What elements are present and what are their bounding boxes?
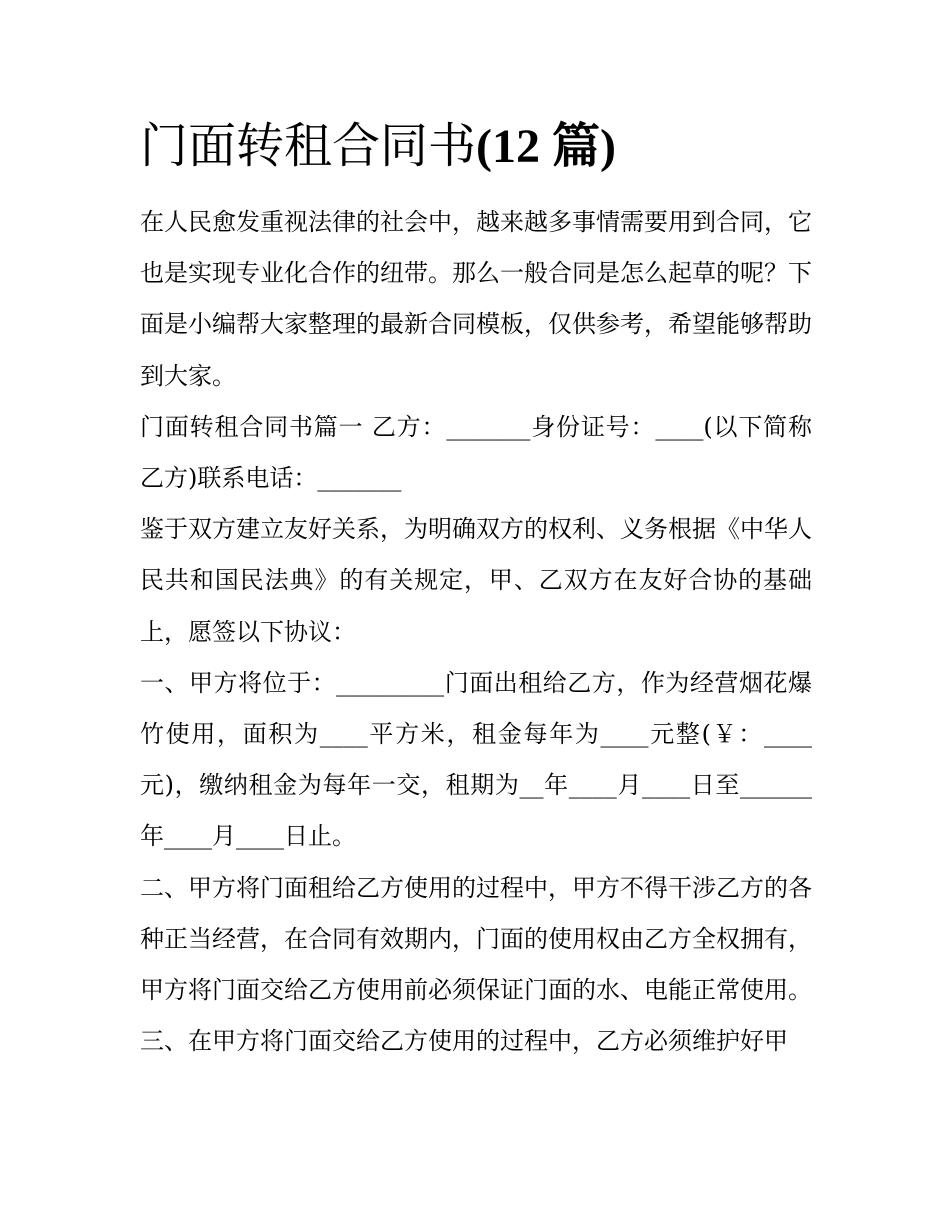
preamble-paragraph: 鉴于双方建立友好关系，为明确双方的权利、义务根据《中华人民共和国民法典》的有关规定，甲、乙双方在友好合协的基础上，愿签以下协议： xyxy=(140,515,812,646)
title-count: (12 篇) xyxy=(476,120,616,173)
title-text: 门面转租合同书 xyxy=(140,118,477,174)
clause-2-paragraph: 二、甲方将门面租给乙方使用的过程中，甲方不得干涉乙方的各种正当经营，在合同有效期内，门面的使用权由乙方全权拥有，甲方将门面交给乙方使用前必须保证门面的水、电能正常使用。 xyxy=(140,873,812,1005)
document-body xyxy=(140,197,812,1067)
intro-paragraph: 在人民愈发重视法律的社会中，越来越多事情需要用到合同，它也是实现专业化合作的纽带。那么一般合同是怎么起草的呢？下面是小编帮大家整理的最新合同模板，仅供参考，希望能够帮助到大家。 xyxy=(140,208,812,390)
clause-3-paragraph: 三、在甲方将门面交给乙方使用的过程中，乙方必须维护好甲 xyxy=(140,1027,788,1056)
contract-header-paragraph: 门面转租合同书篇一 乙方：_______身份证号：____(以下简称乙方)联系电话：_______ xyxy=(140,412,812,493)
clause-1-paragraph: 一、甲方将位于：_________门面出租给乙方，作为经营烟花爆竹使用，面积为____平方米，租金每年为____元整(￥：____元)，缴纳租金为每年一交，租期为__年____月____日至______年____月____日止。 xyxy=(140,668,812,851)
document-title xyxy=(140,114,616,179)
